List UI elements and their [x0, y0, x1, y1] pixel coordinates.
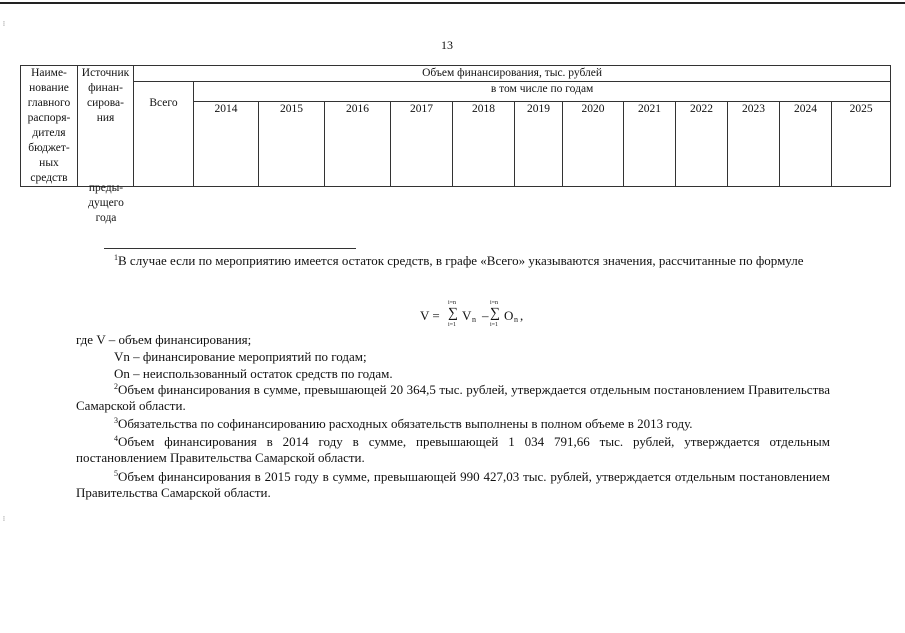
footnote-separator: [104, 248, 356, 249]
year-header: 2014: [194, 102, 259, 187]
header-by-years: в том числе по годам: [194, 82, 891, 102]
year-header: 2017: [391, 102, 453, 187]
header-source: Источник финан- сирова- ния: [78, 66, 134, 187]
formula-minus: –: [482, 308, 489, 323]
scan-mark: ⁞: [3, 20, 5, 28]
formula-sum-1: ∑: [448, 306, 458, 321]
header-total: Всего: [134, 82, 194, 187]
footnote-marker: 4: [114, 434, 118, 443]
footnote-3: [76, 416, 830, 432]
year-header: 2016: [325, 102, 391, 187]
year-header: 2015: [259, 102, 325, 187]
formula-upper-limit: i=n: [490, 300, 499, 306]
year-header: 2025: [832, 102, 891, 187]
footnote-marker: 5: [114, 469, 118, 478]
footnote-text: Объем финансирования в сумме, превышающей 20 364,5 тыс. рублей, утверждается отдельным постановлением Правительства Самарской области.: [76, 382, 830, 413]
year-header: 2024: [780, 102, 832, 187]
footnote-text: Обязательства по софинансированию расходных обязательств выполнены в полном объеме в 2013 году.: [118, 416, 693, 431]
footnote-where-vn: Vn – финансирование мероприятий по годам;: [114, 349, 367, 364]
scan-mark: ⁞: [3, 515, 5, 523]
footnote-text: В случае если по мероприятию имеется остаток средств, в графе «Всего» указываются значения, рассчитанные по формуле: [118, 253, 804, 268]
year-header: 2018: [453, 102, 515, 187]
footnote-where-on: On – неиспользованный остаток средств по годам.: [114, 366, 393, 381]
footnote-4: [76, 434, 830, 466]
footnote-text: Объем финансирования в 2015 году в сумме, превышающей 990 427,03 тыс. рублей, утверждается отдельным постановлением Правительства Самарской области.: [76, 469, 830, 500]
footnote-marker: 1: [114, 253, 118, 262]
header-total-volume: Объем финансирования, тыс. рублей: [134, 66, 891, 82]
formula-comma: ,: [520, 308, 524, 323]
year-header: 2023: [728, 102, 780, 187]
page-number: 13: [441, 38, 453, 52]
top-rule: [0, 2, 905, 4]
formula-term-v: V: [462, 308, 472, 323]
footnote-2: [76, 382, 830, 414]
header-recipient: Наиме- нование главного распоря- дителя бюджет- ных средств: [21, 66, 78, 187]
formula-lower-limit: i=1: [448, 322, 457, 328]
footnote-1: [76, 253, 830, 269]
footnote-marker: 2: [114, 382, 118, 391]
formula-sub-n: n: [514, 315, 518, 324]
formula: [420, 302, 560, 332]
formula-lower-limit: i=1: [490, 322, 499, 328]
source-header-continued: преды- дущего года: [88, 182, 124, 224]
footnote-text: Объем финансирования в 2014 году в сумме, превышающей 1 034 791,66 тыс. рублей, утверждается отдельным постановлением Правительства Самарской области.: [76, 434, 830, 465]
year-header: 2020: [563, 102, 624, 187]
footnote-marker: 3: [114, 416, 118, 425]
formula-lhs: V =: [420, 308, 440, 323]
formula-term-o: O: [504, 308, 514, 323]
footnote-where-v: где V – объем финансирования;: [76, 332, 252, 347]
footnote-5: [76, 469, 830, 501]
formula-sub-n: n: [472, 315, 476, 324]
financing-table: [20, 65, 891, 187]
formula-sum-2: ∑: [490, 306, 500, 321]
formula-upper-limit: i=n: [448, 300, 457, 306]
year-header: 2021: [624, 102, 676, 187]
year-header: 2022: [676, 102, 728, 187]
year-header: 2019: [515, 102, 563, 187]
